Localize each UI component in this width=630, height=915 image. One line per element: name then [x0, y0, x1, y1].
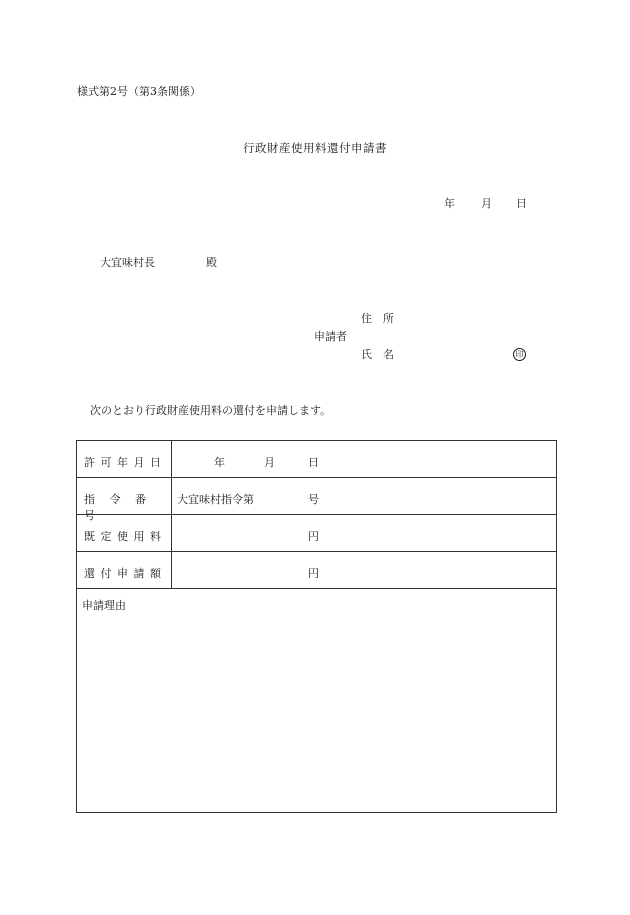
order-number-label: 指 令 番 号: [84, 493, 152, 522]
fee-label: 既定使用料: [84, 530, 167, 543]
fee-row: [77, 515, 556, 552]
order-number-suffix: 号: [308, 493, 319, 506]
permit-year-label: 年: [214, 456, 225, 469]
fee-unit: 円: [308, 530, 319, 543]
application-statement: 次のとおり行政財産使用料の還付を申請します。: [90, 404, 332, 417]
permit-date-header: [77, 441, 172, 477]
refund-label: 還付申請額: [84, 567, 167, 580]
applicant-role-label: 申請者: [314, 330, 347, 343]
date-year-label: 年: [444, 197, 455, 210]
order-number-row: [77, 478, 556, 522]
permit-month-label: 月: [264, 456, 275, 469]
seal-icon: 印: [513, 348, 526, 361]
refund-unit: 円: [308, 567, 319, 580]
order-number-prefix: 大宜味村指令第: [177, 493, 254, 506]
permit-day-label: 日: [308, 456, 319, 469]
refund-header: [77, 552, 172, 588]
date-month-label: 月: [481, 197, 492, 210]
date-day-label: 日: [516, 197, 527, 210]
reason-label: 申請理由: [82, 599, 126, 612]
application-form-table: [76, 440, 557, 813]
applicant-name-label: 氏 名: [361, 348, 394, 361]
document-title: 行政財産使用料還付申請書: [243, 141, 387, 155]
refund-row: [77, 552, 556, 589]
permit-date-label: 許可年月日: [84, 456, 167, 469]
form-number: 様式第2号（第3条関係）: [77, 85, 201, 98]
addressee-name: 大宜味村長: [100, 256, 155, 269]
order-number-header: [77, 478, 172, 522]
permit-date-row: [77, 441, 556, 478]
applicant-address-label: 住 所: [361, 312, 394, 325]
fee-header: [77, 515, 172, 551]
addressee-honorific: 殿: [206, 256, 217, 269]
